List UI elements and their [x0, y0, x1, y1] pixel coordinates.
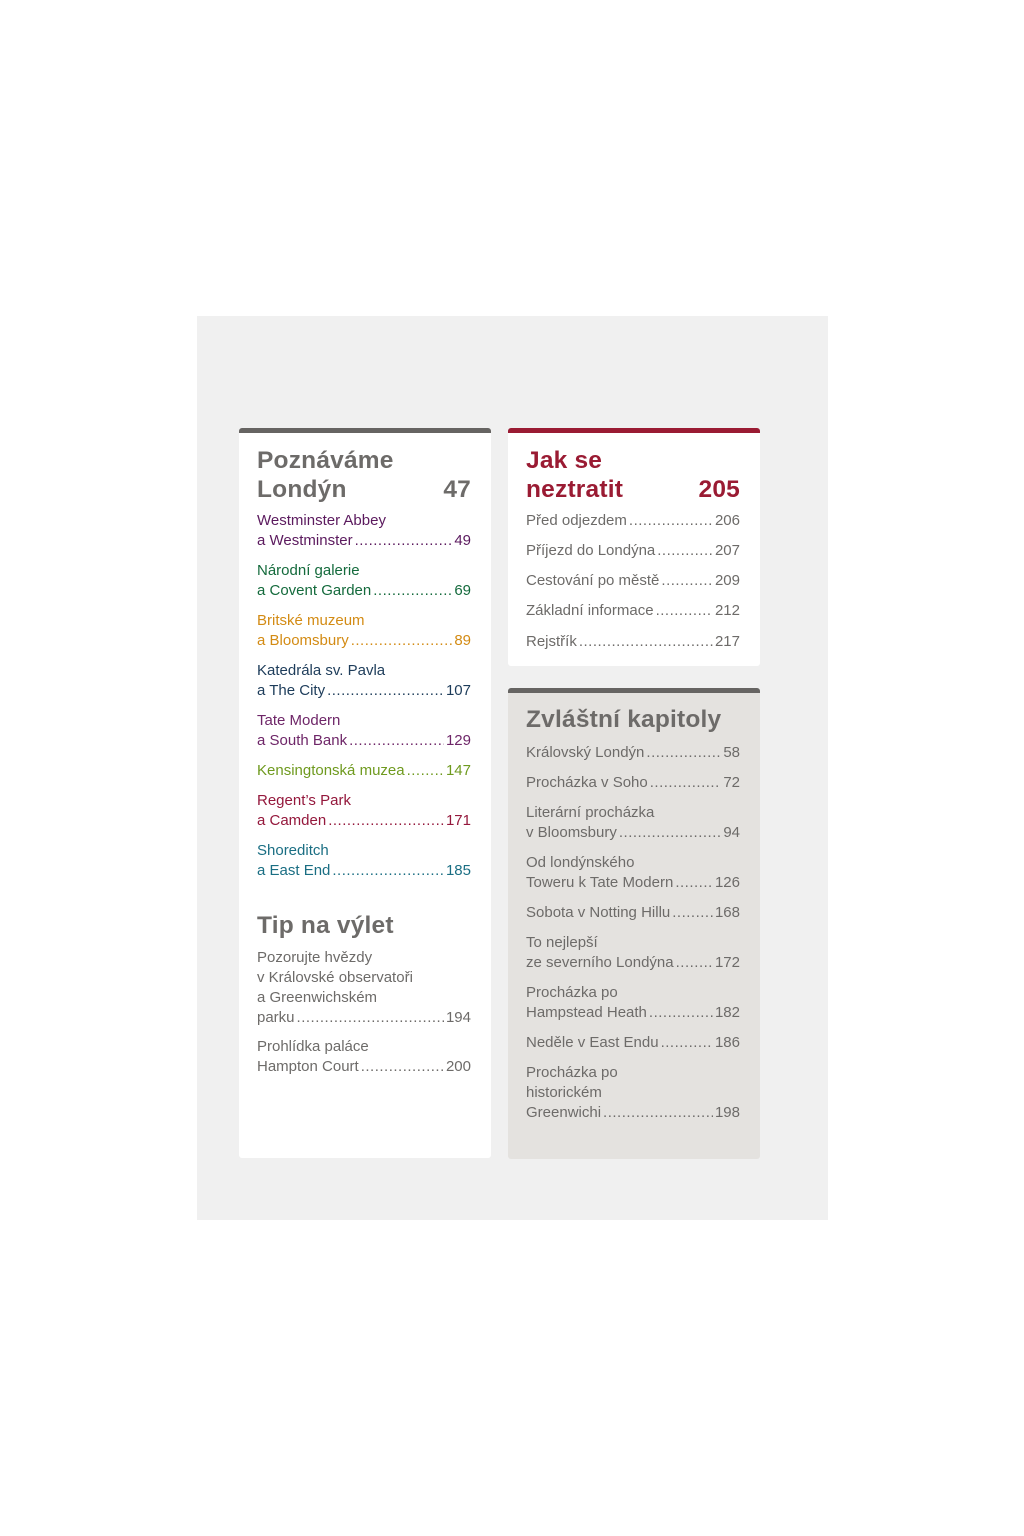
- toc-entry-royal-london[interactable]: [526, 743, 740, 763]
- page-number: 172: [714, 954, 740, 971]
- entry-title: Královský Londýn: [526, 744, 645, 761]
- entry-title: Sobota v Notting Hillu: [526, 904, 671, 921]
- entry-title: Katedrála sv. Pavla: [257, 662, 386, 679]
- page-number: 89: [454, 632, 471, 649]
- toc-entry-greenwich-walk[interactable]: [526, 1063, 740, 1123]
- toc-entry-st-pauls[interactable]: [257, 661, 471, 701]
- section-heading-trips: Tip na výlet: [257, 912, 394, 939]
- page-number: 171: [445, 812, 471, 829]
- heading-line: Londýn: [257, 476, 347, 503]
- entry-title: Westminster Abbey: [257, 512, 386, 529]
- entry-title: Tate Modern: [257, 712, 341, 729]
- page-number: 147: [445, 762, 471, 779]
- page-number: 58: [723, 744, 740, 761]
- toc-entry-arrival[interactable]: [526, 541, 740, 561]
- entry-title: Literární procházka: [526, 804, 655, 821]
- toc-entry-national-gallery[interactable]: [257, 561, 471, 601]
- toc-entry-index[interactable]: [526, 632, 740, 652]
- dot-leader: [349, 731, 444, 751]
- dot-leader: [332, 861, 444, 881]
- toc-entry-basic-info[interactable]: [526, 601, 740, 621]
- entry-title: a Camden: [257, 812, 327, 829]
- page-number: 182: [714, 1004, 740, 1021]
- dot-leader: [351, 631, 453, 651]
- page-number: 217: [714, 633, 740, 650]
- entry-title: Národní galerie: [257, 562, 360, 579]
- toc-entry-soho-walk[interactable]: [526, 773, 740, 793]
- page-number: 209: [714, 572, 740, 589]
- heading-line: Jak se: [526, 447, 603, 474]
- heading-line: Poznáváme: [257, 447, 394, 474]
- toc-entry-hampton-court[interactable]: [257, 1037, 471, 1077]
- page-number: 194: [445, 1009, 471, 1026]
- entry-title: Britské muzeum: [257, 612, 365, 629]
- entry-title: Procházka po: [526, 1064, 618, 1081]
- toc-entry-shoreditch[interactable]: [257, 841, 471, 881]
- toc-entry-literary-walk[interactable]: [526, 803, 740, 843]
- page-number: 207: [714, 542, 740, 559]
- toc-entry-westminster[interactable]: [257, 511, 471, 551]
- heading-line: neztratit: [526, 476, 624, 503]
- dot-leader: [619, 823, 721, 843]
- dot-leader: [657, 541, 713, 561]
- dot-leader: [361, 1057, 444, 1077]
- dot-leader: [676, 953, 713, 973]
- toc-entry-british-museum[interactable]: [257, 611, 471, 651]
- toc-entry-tower-to-tate[interactable]: [526, 853, 740, 893]
- entry-title: v Bloomsbury: [526, 824, 617, 841]
- page-number: 186: [714, 1034, 740, 1051]
- page-number: 198: [714, 1104, 740, 1121]
- dot-leader: [407, 761, 444, 781]
- entry-title: Shoreditch: [257, 842, 329, 859]
- dot-leader: [656, 601, 713, 621]
- entry-title: Kensingtonská muzea: [257, 762, 405, 779]
- page-number: 69: [454, 582, 471, 599]
- dot-leader: [649, 1003, 713, 1023]
- dot-leader: [603, 1103, 713, 1123]
- page-number: 94: [723, 824, 740, 841]
- toc-entry-getting-around-city[interactable]: [526, 571, 740, 591]
- entry-title: Neděle v East Endu: [526, 1034, 659, 1051]
- entry-title: Procházka po: [526, 984, 618, 1001]
- toc-entry-hampstead-heath[interactable]: [526, 983, 740, 1023]
- dot-leader: [297, 1008, 444, 1028]
- dot-leader: [650, 773, 722, 793]
- dot-leader: [629, 511, 713, 531]
- page-number: 185: [445, 862, 471, 879]
- page-number: 107: [445, 682, 471, 699]
- toc-entry-royal-observatory[interactable]: [257, 948, 471, 1028]
- entry-title: a East End: [257, 862, 331, 879]
- page-number: 200: [445, 1058, 471, 1075]
- section-heading-explore: [257, 446, 471, 504]
- dot-leader: [579, 632, 713, 652]
- entry-title: Prohlídka paláce: [257, 1038, 369, 1055]
- page-number: 126: [714, 874, 740, 891]
- dot-leader: [661, 1033, 713, 1053]
- entry-title: a Bloomsbury: [257, 632, 349, 649]
- entry-title: a Westminster: [257, 532, 353, 549]
- toc-entry-tate-modern[interactable]: [257, 711, 471, 751]
- toc-entry-notting-hill[interactable]: [526, 903, 740, 923]
- dot-leader: [355, 531, 453, 551]
- entry-title: historickém: [526, 1084, 602, 1101]
- page-number: 49: [454, 532, 471, 549]
- dot-leader: [328, 811, 444, 831]
- entry-title: parku: [257, 1009, 295, 1026]
- entry-title: Regent’s Park: [257, 792, 351, 809]
- toc-entry-regents-park[interactable]: [257, 791, 471, 831]
- dot-leader: [672, 903, 713, 923]
- dot-leader: [327, 681, 444, 701]
- entry-title: Příjezd do Londýna: [526, 542, 656, 559]
- section-heading-special-chapters: Zvláštní kapitoly: [526, 706, 722, 733]
- entry-title: Před odjezdem: [526, 512, 627, 529]
- entry-title: Greenwichi: [526, 1104, 602, 1121]
- entry-title: a The City: [257, 682, 326, 699]
- entry-title: Procházka v Soho: [526, 774, 648, 791]
- entry-title: a Greenwichském: [257, 989, 378, 1006]
- dot-leader: [646, 743, 721, 763]
- entry-title: Hampton Court: [257, 1058, 359, 1075]
- toc-entry-north-london[interactable]: [526, 933, 740, 973]
- toc-entry-before-departure[interactable]: [526, 511, 740, 531]
- entry-title: a Covent Garden: [257, 582, 372, 599]
- toc-entry-east-end-sunday[interactable]: [526, 1033, 740, 1053]
- page-number: 129: [445, 732, 471, 749]
- entry-title: ze severního Londýna: [526, 954, 674, 971]
- entry-title: Základní informace: [526, 602, 654, 619]
- dot-leader: [373, 581, 452, 601]
- entry-title: Hampstead Heath: [526, 1004, 647, 1021]
- heading-page-number: 47: [443, 476, 471, 503]
- dot-leader: [661, 571, 713, 591]
- toc-entry-kensington[interactable]: [257, 761, 471, 781]
- heading-page-number: 205: [698, 476, 740, 503]
- entry-title: a South Bank: [257, 732, 348, 749]
- entry-title: Cestování po městě: [526, 572, 660, 589]
- entry-title: Pozorujte hvězdy: [257, 949, 373, 966]
- entry-title: Rejstřík: [526, 633, 577, 650]
- page-number: 168: [714, 904, 740, 921]
- entry-title: v Královské observatoři: [257, 969, 413, 986]
- dot-leader: [675, 873, 713, 893]
- section-heading-getting-around: [526, 446, 740, 504]
- page-number: 72: [723, 774, 740, 791]
- entry-title: Od londýnského: [526, 854, 635, 871]
- entry-title: To nejlepší: [526, 934, 598, 951]
- entry-title: Toweru k Tate Modern: [526, 874, 674, 891]
- page-number: 206: [714, 512, 740, 529]
- page-number: 212: [714, 602, 740, 619]
